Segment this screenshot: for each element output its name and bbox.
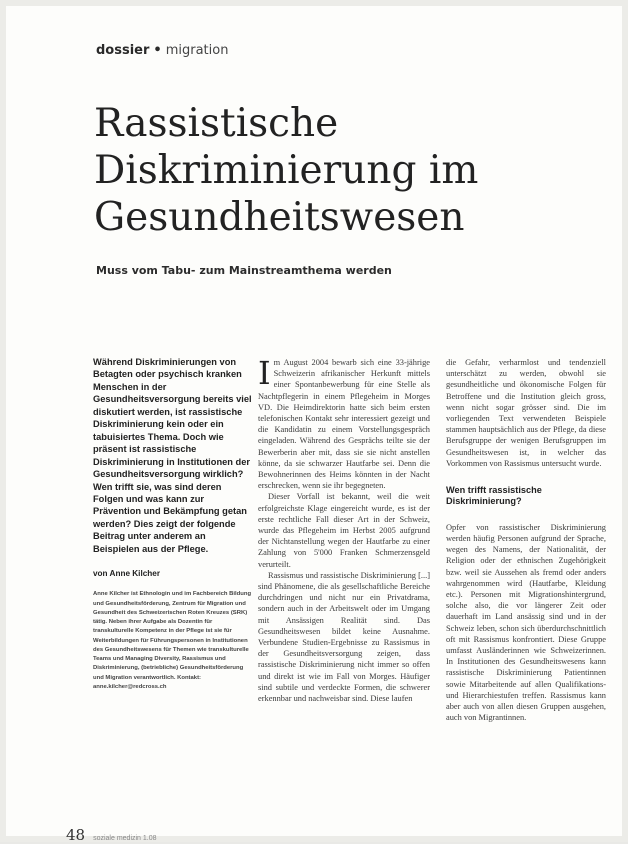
magazine-name: soziale medizin 1.08 [93,835,157,842]
drop-cap: I [258,354,271,392]
page-footer [66,826,157,844]
body-column-2 [446,357,606,724]
page-number: 48 [66,826,86,844]
article-subtitle: Muss vom Tabu- zum Mainstreamthema werden [96,264,392,277]
title-line: Rassistische [94,101,339,146]
body-paragraph: Opfer von rassistischer Diskriminierung werden häufig Personen aufgrund der Sprache, wegen des Namens, der Nationalität, der Religion oder der ethnischen Zugehörigkeit bzw. weil sie Aussehen als fremd oder anders wahrgenommen wird (Hautfarbe, Kleidung etc.). Personen mit Migrationshintergrund, solche also, die vor längerer Zeit oder dauerhaft im Land ansässig sind und in der Schweiz leben, schon sich überdurchschnittlich oft mit Rassismus konfrontiert. Diese Gruppe umfasst Ausländerinnen wie Schweizerinnen. In Institutionen des Gesundheitswesens kann rassistische Diskriminierung Patientinnen sowie Mitarbeitende auf allen Qualifikations- und Hierarchiestufen treffen. Rassismus kann aber auch von allen diesen Gruppen ausgehen, auch von Migrantinnen. [446,522,606,723]
paragraph-text: Dieser Vorfall ist bekannt, weil die weit erfolgreichste Klage eingereicht wurde, es ist der erste rechtliche Fall dieser Art in der Schweiz, wurde das Pflegeheim im Herbst 2005 aufgrund der Nichtanstellung wegen der Hautfarbe zu einer Zahlung von 5'000 Franken Schmerzensgeld verurteilt. [258,492,430,569]
author-byline: von Anne Kilcher [93,569,161,579]
title-line: Gesundheitswesen [94,195,465,240]
body-paragraph [258,570,430,704]
body-paragraph: die Gefahr, verharmlost und tendenziell unterschätzt zu werden, obwohl sie gesundheitliche und ökonomische Folgen für Betroffene und die Institution gleich gross, wenn nicht sogar grösser sind. Die im vorliegenden Text verwendeten Beispiele stammen hauptsächlich aus der Pflege, da diese Berufsgruppe der wenigen Berufsgruppen im Gesundheitswesen ist, in welcher das Vorkommen von Rassismus untersucht wurde. [446,358,606,468]
separator-dot: • [153,43,162,58]
body-paragraph [258,491,430,569]
paragraph-text: Rassismus und rassistische Diskriminierung [...] sind Phänomene, die als gesellschaftliche Bereiche durchdringen und nicht nur ein Privatdrama, sondern auch in der Arbeitswelt oder im Umgang mit Ansässigen Realität sind. Das Gesundheitswesen bildet keine Ausnahme. Verbundene Studien-Ergebnisse zu Rassismus in der Gesundheitsversorgung zeigen, dass rassistische Diskriminierung nicht immer so offen und direkt ist wie im Fall von Morges. Häufiger sind subtile und verdeckte Formen, die schwerer erkennbar und nachweisbar sind. Diese laufen [258,570,430,704]
body-column-1 [258,354,430,704]
article-intro: Während Diskriminierungen von Betagten oder psychisch kranken Menschen in der Gesundheitsversorgung bereits viel diskutiert werden, ist rassistische Diskriminierung kein oder ein tabuisiertes Thema. Doch wie präsent ist rassistische Diskriminierung in Institutionen der Gesundheitsversorgung wirklich? Wen trifft sie, was sind deren Folgen und was kann zur Prävention und Bekämpfung getan werden? Dies zeigt der folgende Beitrag unter anderem an Beispielen aus der Pflege. [93,357,252,554]
author-bio: Anne Kilcher ist Ethnologin und im Fachbereich Bildung und Gesundheitsförderung, Zentrum für Migration und Gesundheit des Schweizerischen Roten Kreuzes (SRK) tätig. Neben ihrer Aufgabe als Dozentin für transkulturelle Kompetenz in der Pflege ist sie für Weiterbildungen für Führungspersonen in Institutionen des Gesundheitswesens für Themen wie transkulturelle Teams und Managing Diversity, Rassismus und Diskriminierung, (betriebliche) Gesundheitsförderung und Migration verantwortlich. Kontakt: anne.kilcher@redcross.ch [93,591,252,690]
section-heading: Wen trifft rassistische Diskriminierung? [446,485,542,507]
sidebar-column [93,356,253,692]
article-title [94,100,574,241]
topic-label: migration [165,43,229,58]
paragraph-text: m August 2004 bewarb sich eine 33-jährige Schweizerin afrikanischer Herkunft mittels einer Spontanbewerbung für eine Stelle als Nachtpflegerin in einem Pflegeheim in Morges VD. Die Heimdirektorin hatte sich beim ersten telefonischen Kontakt sehr interessiert gezeigt und die Kandidatin zu einem Vorstellungsgespräch eingeladen. Während des Gesprächs teilte sie der Bewerberin aber mit, dass sie sie nicht anstellen könne, da sie schwarzer Hautfarbe sei. Denn die Bewohnerinnen des Heims könnten in der Nacht erschrecken, wenn sie ihr begegneten. [258,358,430,491]
section-kicker [96,43,228,58]
body-paragraph [258,354,430,491]
section-label: dossier [96,43,150,58]
title-line: Diskriminierung im [94,148,479,193]
